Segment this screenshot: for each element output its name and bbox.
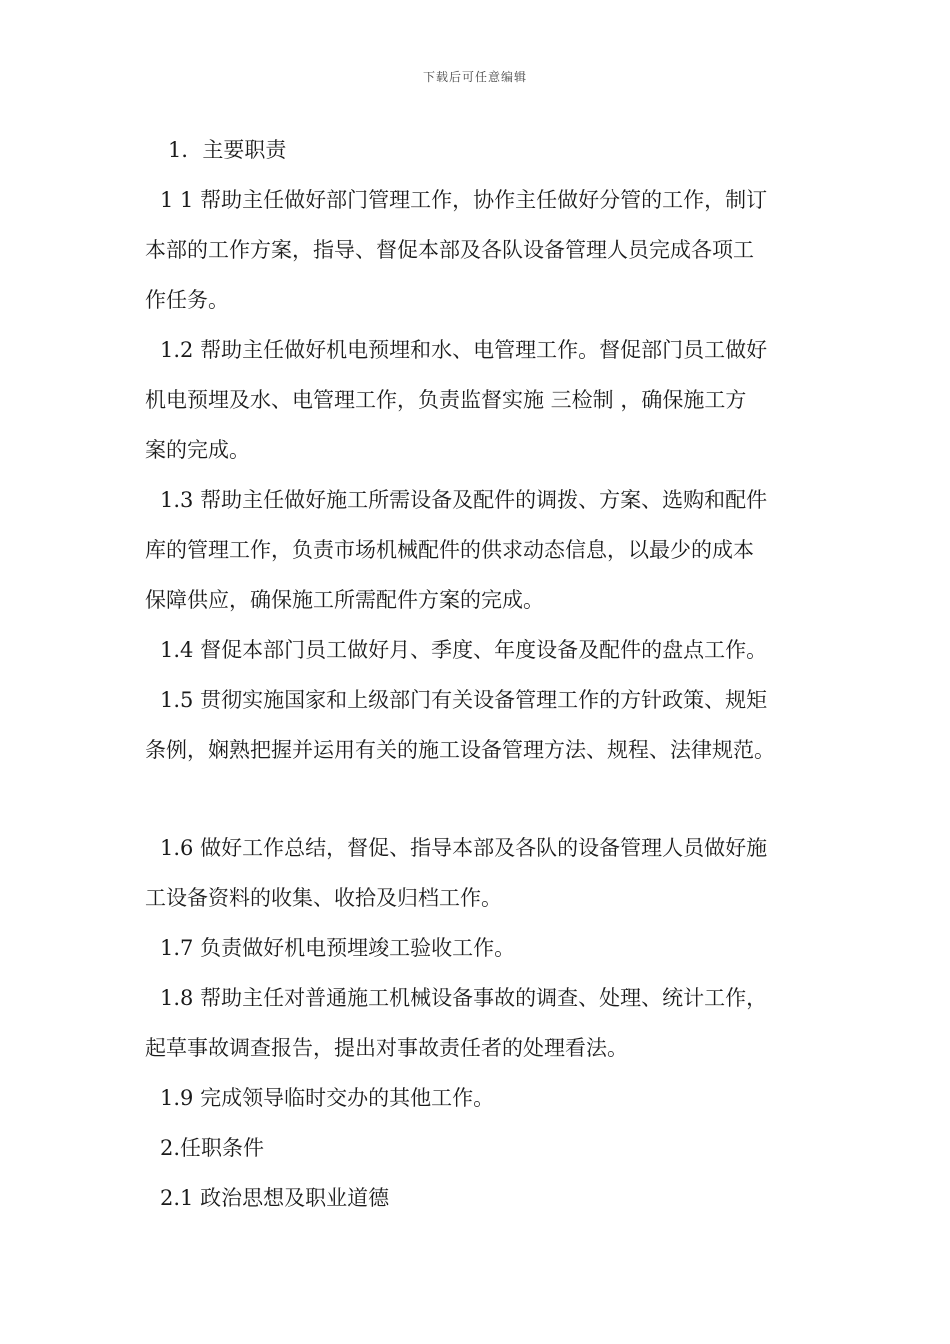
paragraph-line: 1.9 完成领导临时交办的其他工作。	[160, 1086, 495, 1110]
paragraph-line: 保障供应，确保施工所需配件方案的完成。	[145, 588, 544, 612]
paragraph-line: 案的完成。	[145, 438, 250, 462]
paragraph-line: 1.5 贯彻实施国家和上级部门有关设备管理工作的方针政策、规矩	[160, 688, 768, 712]
paragraph-line: 1.4 督促本部门员工做好月、季度、年度设备及配件的盘点工作。	[160, 638, 768, 662]
section-heading-1: 1．主要职责	[168, 138, 287, 162]
header-note: 下载后可任意编辑	[422, 70, 527, 84]
paragraph-line: 机电预埋及水、电管理工作，负责监督实施 三检制 ，确保施工方	[145, 388, 747, 412]
subsection-heading: 2.1 政治思想及职业道德	[160, 1186, 390, 1210]
paragraph-line: 1.3 帮助主任做好施工所需设备及配件的调拨、方案、选购和配件	[160, 488, 768, 512]
paragraph-line: 本部的工作方案，指导、督促本部及各队设备管理人员完成各项工	[145, 238, 754, 262]
paragraph-line: 工设备资料的收集、收拾及归档工作。	[145, 886, 502, 910]
paragraph-line: 1 1 帮助主任做好部门管理工作，协作主任做好分管的工作，制订	[160, 188, 768, 212]
paragraph-line: 作任务。	[145, 288, 229, 312]
paragraph-line: 1.6 做好工作总结，督促、指导本部及各队的设备管理人员做好施	[160, 836, 768, 860]
paragraph-line: 1.2 帮助主任做好机电预埋和水、电管理工作。督促部门员工做好	[160, 338, 768, 362]
paragraph-line: 库的管理工作，负责市场机械配件的供求动态信息，以最少的成本	[145, 538, 754, 562]
paragraph-line: 起草事故调查报告，提出对事故责任者的处理看法。	[145, 1036, 628, 1060]
paragraph-line: 1.7 负责做好机电预埋竣工验收工作。	[160, 936, 516, 960]
paragraph-line: 1.8 帮助主任对普通施工机械设备事故的调查、处理、统计工作，	[160, 986, 768, 1010]
paragraph-line: 条例，娴熟把握并运用有关的施工设备管理方法、规程、法律规范。	[145, 738, 775, 762]
section-heading-2: 2.任职条件	[160, 1136, 265, 1160]
